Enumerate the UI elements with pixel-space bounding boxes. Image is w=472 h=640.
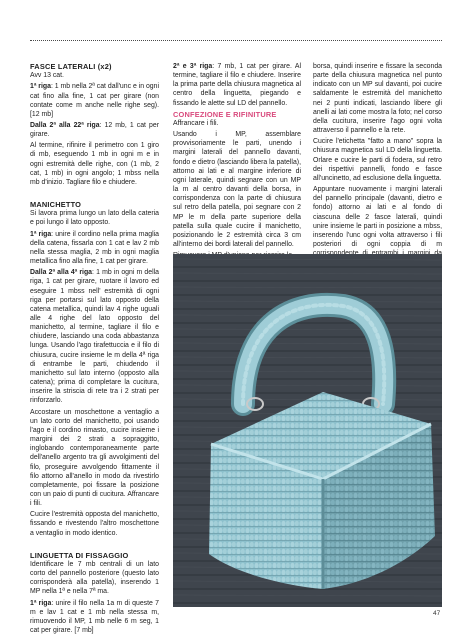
section-heading-fasce-laterali: FASCE LATERALI (x2) <box>30 62 112 71</box>
paragraph: Appuntare nuovamente i margini laterali del pannello principale (davanti, dietro e fondo) attorno ai lati e al fondo di ciascuna delle 2 fasce laterali, quindi unire insieme le parti in posizione a mbss, inserendo l'unc ogni volta attraverso i fili posteriori di ogni coppia di m <box>313 186 442 248</box>
paragraph: Avv 13 cat. <box>30 72 64 80</box>
section-heading-manichetto: MANICHETTO <box>30 200 82 210</box>
row-label: 2ª e 3ª riga <box>173 63 213 70</box>
paragraph: Identificare le 7 mb centrali di un lato corto del pannello posteriore (questo lato corrisponderà alla patella), inserendo 1 MP nella 1ª e nella 7ª ma. <box>30 560 159 596</box>
paragraph: Accostare un moschettone a ventaglio a un lato corto del manichetto, poi usando l'ago e il cordino rimasto, cucire insieme i margini dei 2 strati a sopraggitto, inglobando contemporaneamente parte dell'anello argento tra gli avvolgimenti del filo, proseguire avvolgendo fittamente il filo attorno all'anello in modo da rivestirlo completamente, poi fissare la posizione con un paio di punti di cucitura. Affrancare i fili. <box>30 408 159 508</box>
paragraph: Dalla 2ª alla 22ª riga: 12 mb, 1 cat per girare. <box>30 121 159 139</box>
paragraph: Al termine, rifinire il perimetro con 1 giro di mb, eseguendo 1 mb in ogni m e in ogni estremità delle righe, con (1 mb, 2 cat, 1 mb) in ogni angolo; 1 mbss nella mb d'inizio. Tagliare filo e chiudere. <box>30 142 159 186</box>
row-label: 1ª riga <box>30 83 51 91</box>
section-heading-confezione: CONFEZIONE E RIFINITURE <box>173 109 277 119</box>
text-column-2 <box>173 62 301 262</box>
top-dotted-rule <box>30 40 442 41</box>
paragraph: Cucire l'estremità opposta del manichetto, fissando e rivestendo l'altro moschettone a ventaglio in modo identico. <box>30 511 159 537</box>
crochet-bag-illustration <box>173 254 442 607</box>
crochet-bag-photo <box>173 254 442 607</box>
paragraph: 2ª e 3ª riga: 7 mb, 1 cat per girare. Al termine, tagliare il filo e chiudere. Inserire la prima parte della chiusura magnetica al centro della linguetta, piegando e fissando le alette sul LD del pannello. <box>173 63 301 107</box>
page-number: 47 <box>433 610 441 617</box>
row-label: Dalla 2ª alla 4ª riga <box>30 269 93 277</box>
paragraph: Dalla 2ª alla 4ª riga: 1 mb in ogni m della riga, 1 cat per girare, ruotare il lavoro ed eseguire 1 mbss nell' estremità di ogni riga per portarsi sul lato opposto della catena metallica, quindi lav 4 righe uguali alle 4 righe del lato opposto del manichetto, al termine, tagliare il filo e chiudere, lasciando una coda abbastanza lunga. Usando l'ago tirafettuccia e il filo di chiusura, cucire insieme le m della 4ª riga di entrambe le parti, chiudendo il manichetto sul lato interno (opposto alla catena); prima di completare la cucitura, inserire la striscia di rete tra i 2 strati per rinforzarlo. <box>30 269 159 405</box>
paragraph: 1ª riga: unire il filo nella 1a m di queste 7 m e lav 1 cat e 1 mb nella stessa m, rimuovendo il MP, 1 mb nelle 6 m seg, 1 cat per girare. [7 mb] <box>30 599 159 635</box>
row-label: 1ª riga <box>30 230 52 238</box>
section-heading-linguetta: LINGUETTA DI FISSAGGIO <box>30 550 129 560</box>
paragraph: Si lavora prima lungo un lato della cateria e poi lungo il lato opposto. <box>30 210 159 227</box>
text-column-1 <box>30 62 159 637</box>
row-label: Dalla 2ª alla 22ª riga <box>30 121 100 129</box>
paragraph: Affrancare i fili. <box>173 119 219 127</box>
paragraph: Usando i MP, assemblare provvisoriamente le parti, unendo i margini laterali del pannello davanti, fondo e dietro (lasciando libera la patella), attorno ai lati e al margine inferiore di ogni laterale, quindi segnare con un MP la m al centro davanti della borsa, in corrispondenza con la parte di chiusura sul retro della patella, poi segnare con 2 MP le m della parte superiore della patella sulla quale cucire il manichetto, posizionando le 2 estremità circa 3 cm all'interno dei bordi laterali del pannello. <box>173 131 301 249</box>
paragraph: borsa, quindi inserire e fissare la seconda parte della chiusura magnetica nel punto indicato con un MP sul davanti, poi cucire saldamente le estremità del manichetto nei 2 punti indicati, lasciando libere gli anelli ai lati come mostra la foto; nel corso della cucitura, inserire l'ago ogni volta attraverso il pannello e la rete. <box>313 63 442 135</box>
paragraph: 1ª riga: 1 mb nella 2ª cat dall'unc e in ogni cat fino alla fine, 1 cat per girare (non contate come m anche nelle righe seg). [12 mb] <box>30 83 159 118</box>
text-column-3 <box>313 62 442 269</box>
row-label: 1ª riga <box>30 599 52 607</box>
paragraph: Cucire l'etichetta "fatto a mano" sopra la chiusura magnetica sul LD della linguetta. Orlare e cucire le parti di fodera, sul retro dei rispettivi pannelli, fondo e fasce all'uncinetto, ad esclusione della linguetta. <box>313 138 442 182</box>
paragraph: 1ª riga: unire il cordino nella prima maglia della catena, fissarla con 1 cat e lav 2 mb nella stessa maglia, 2 mb in ogni maglia metallica fino alla fine, 1 cat per girare. <box>30 230 159 266</box>
